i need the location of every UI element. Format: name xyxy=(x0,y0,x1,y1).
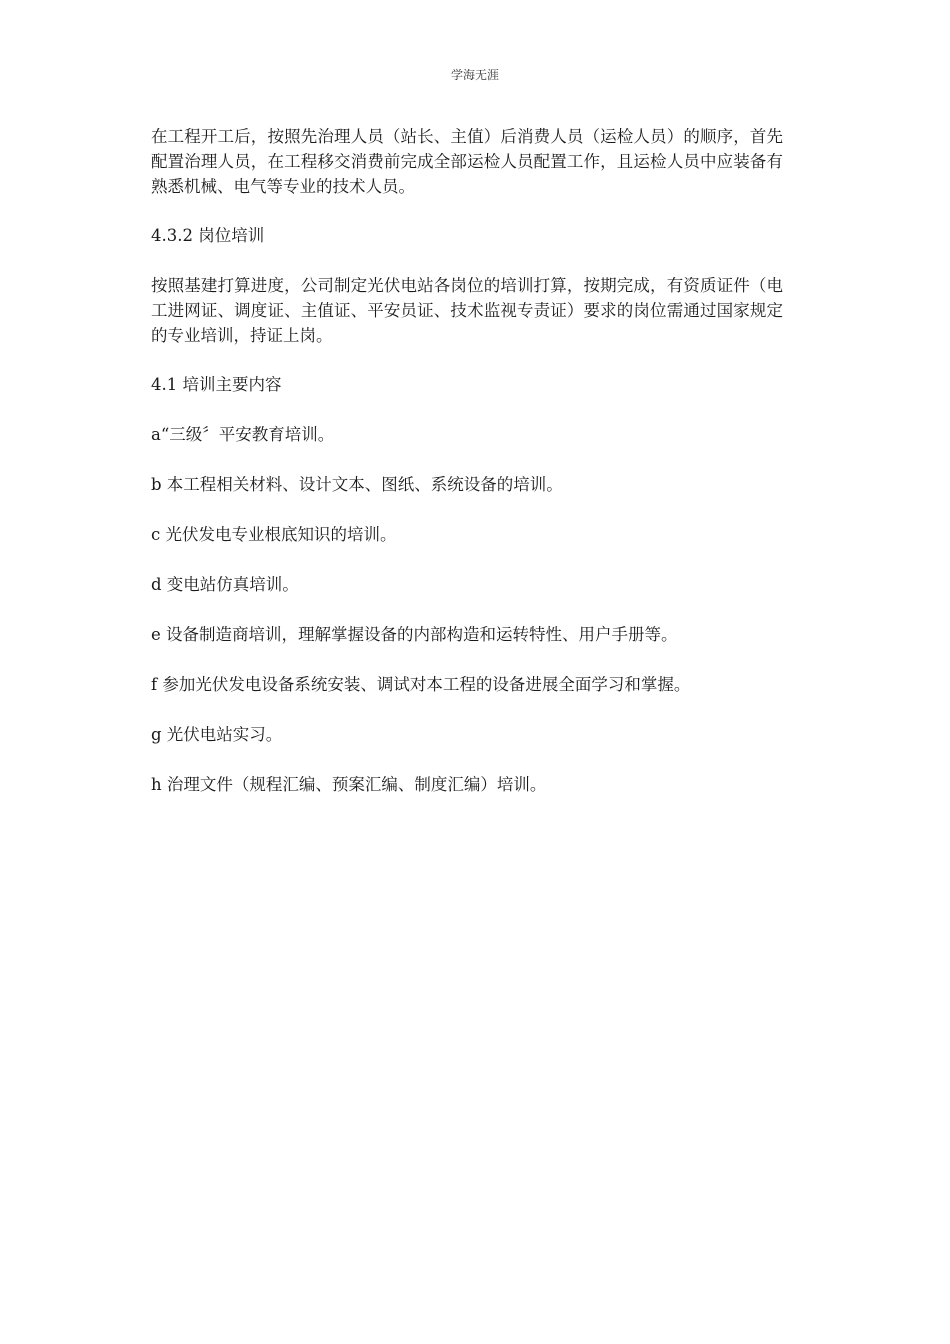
list-item-g: g 光伏电站实习。 xyxy=(151,725,283,744)
staffing-paragraph: 在工程开工后，按照先治理人员（站长、主值）后消费人员（运检人员）的顺序，首先配置治理人员，在工程移交消费前完成全部运检人员配置工作，且运检人员中应装备有熟悉机械、电气等专业的技术人员。 xyxy=(151,127,783,196)
list-item-c: c 光伏发电专业根底知识的培训。 xyxy=(151,525,397,544)
section-heading-4-1: 4.1 培训主要内容 xyxy=(151,375,282,394)
document-body xyxy=(151,124,783,822)
list-item-b: b 本工程相关材料、设计文本、图纸、系统设备的培训。 xyxy=(151,475,563,494)
list-item-f: f 参加光伏发电设备系统安装、调试对本工程的设备进展全面学习和掌握。 xyxy=(151,675,691,694)
list-item-h: h 治理文件（规程汇编、预案汇编、制度汇编）培训。 xyxy=(151,775,547,794)
page-header: 学海无涯 xyxy=(450,68,499,82)
list-item-d: d 变电站仿真培训。 xyxy=(151,575,299,594)
training-plan-paragraph: 按照基建打算进度，公司制定光伏电站各岗位的培训打算，按期完成，有资质证件（电工进网证、调度证、主值证、平安员证、技术监视专责证）要求的岗位需通过国家规定的专业培训，持证上岗。 xyxy=(151,276,783,345)
list-item-a: a“三级〞平安教育培训。 xyxy=(151,425,335,444)
list-item-e: e 设备制造商培训，理解掌握设备的内部构造和运转特性、用户手册等。 xyxy=(151,625,678,644)
section-heading-4-3-2: 4.3.2 岗位培训 xyxy=(151,226,265,245)
